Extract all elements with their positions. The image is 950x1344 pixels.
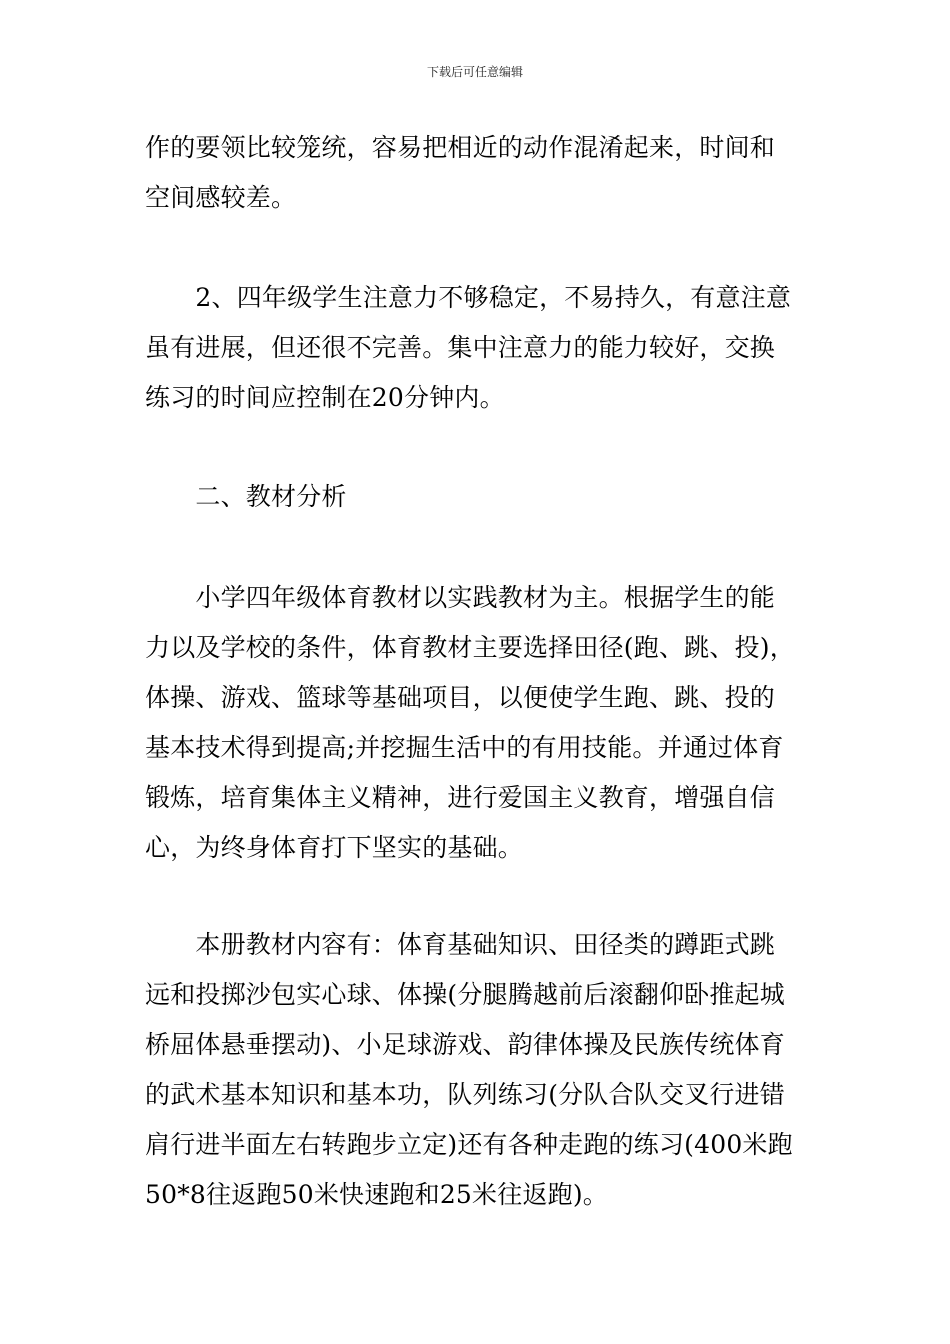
paragraph-4 <box>145 920 825 1220</box>
text-line: 练习的时间应控制在20分钟内。 <box>145 383 505 412</box>
paragraph-3 <box>145 573 825 873</box>
text-line: 桥屈体悬垂摆动)、小足球游戏、韵律体操及民族传统体育 <box>145 1030 785 1059</box>
text-line: 肩行进半面左右转跑步立定)还有各种走跑的练习(400米跑 <box>145 1130 793 1159</box>
text-line: 本册教材内容有：体育基础知识、田径类的蹲距式跳 <box>145 930 776 959</box>
text-line: 锻炼，培育集体主义精神，进行爱国主义教育，增强自信 <box>145 783 776 812</box>
text-line: 小学四年级体育教材以实践教材为主。根据学生的能 <box>145 583 776 612</box>
text-line: 作的要领比较笼统，容易把相近的动作混淆起来，时间和 <box>145 133 776 162</box>
paragraph-2 <box>145 273 825 423</box>
paragraph-1 <box>145 123 825 223</box>
text-line: 心，为终身体育打下坚实的基础。 <box>145 833 524 862</box>
text-line: 的武术基本知识和基本功，队列练习(分队合队交叉行进错 <box>145 1080 785 1109</box>
text-line: 空间感较差。 <box>145 183 297 212</box>
text-line: 2、四年级学生注意力不够稳定，不易持久，有意注意 <box>145 283 792 312</box>
page-header: 下载后可任意编辑 <box>426 65 523 79</box>
text-line: 体操、游戏、篮球等基础项目，以便使学生跑、跳、投的 <box>145 683 776 712</box>
text-line: 力以及学校的条件，体育教材主要选择田径(跑、跳、投)， <box>145 633 795 662</box>
text-line: 50*8往返跑50米快速跑和25米往返跑)。 <box>145 1180 608 1209</box>
section-heading <box>145 472 825 522</box>
text-line: 虽有进展，但还很不完善。集中注意力的能力较好，交换 <box>145 333 776 362</box>
text-line: 远和投掷沙包实心球、体操(分腿腾越前后滚翻仰卧推起城 <box>145 980 785 1009</box>
text-line: 基本技术得到提高;并挖掘生活中的有用技能。并通过体育 <box>145 733 784 762</box>
text-line: 二、教材分析 <box>145 482 347 511</box>
